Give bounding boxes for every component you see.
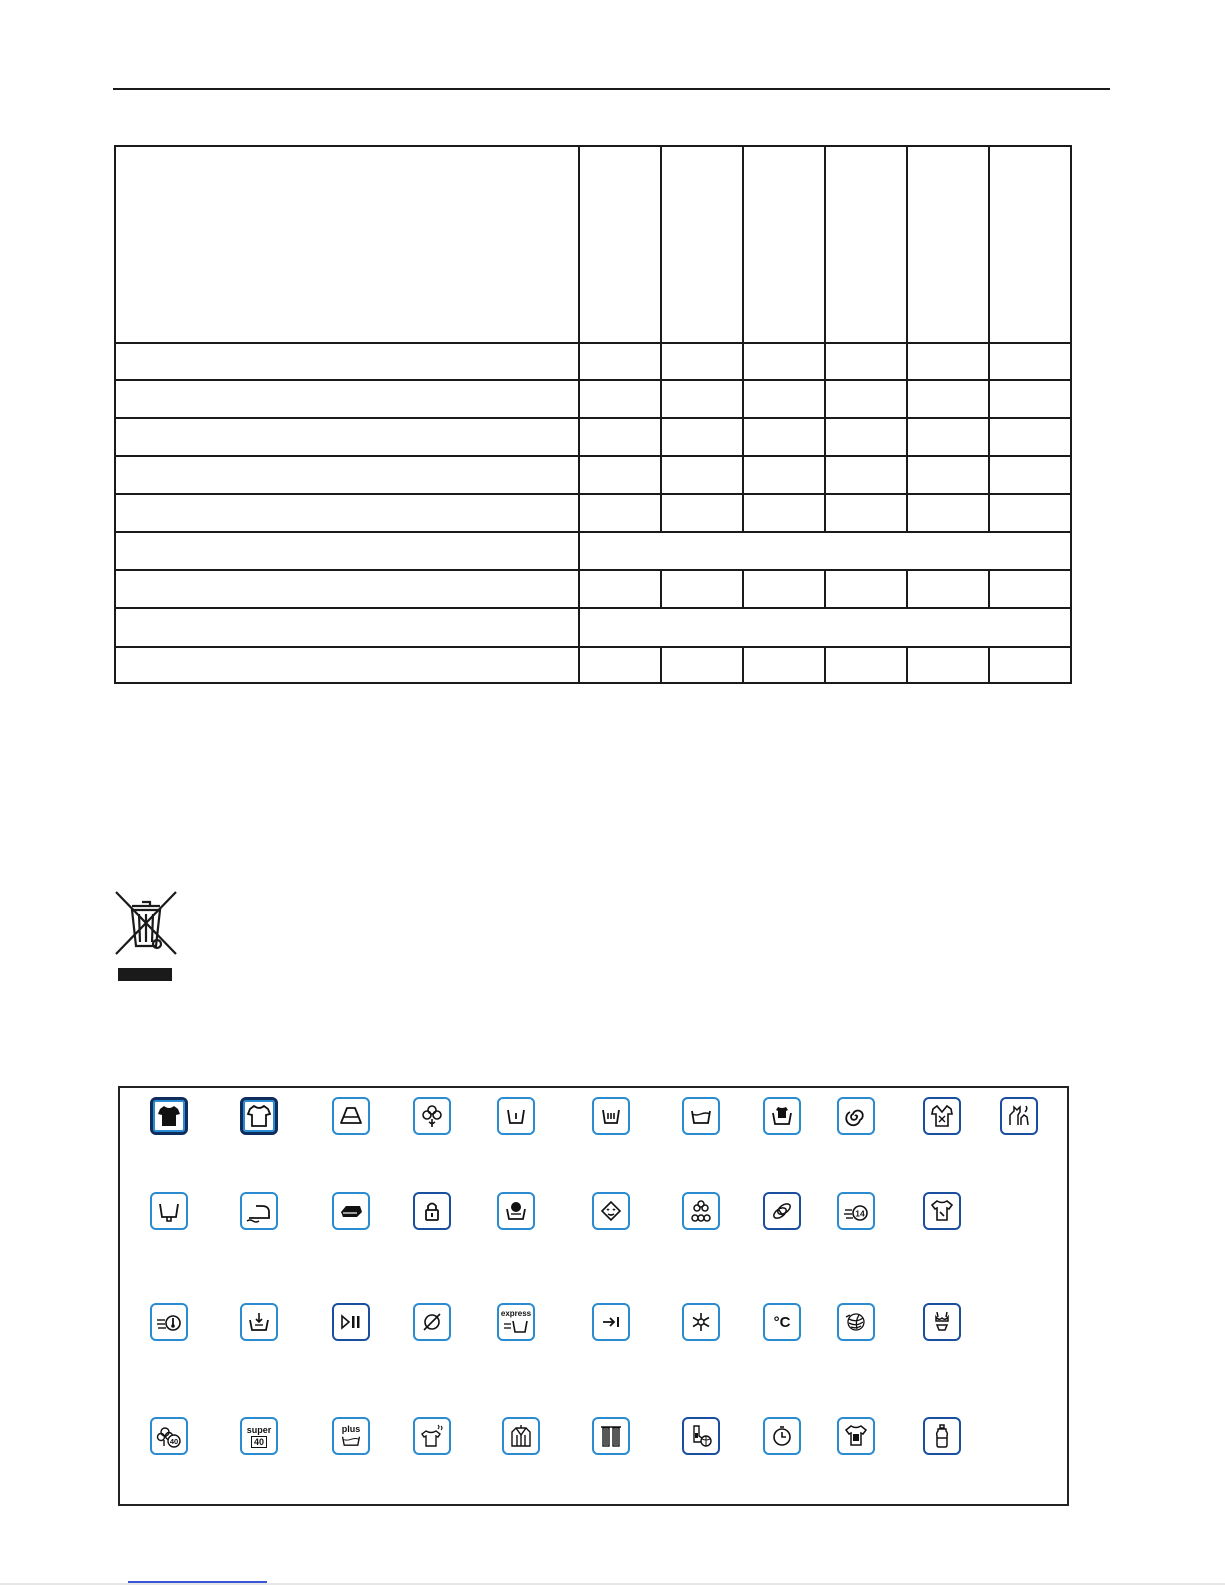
play-pause-icon: [332, 1303, 370, 1341]
basin-with-garment-icon: [763, 1097, 801, 1135]
table-row-line: [114, 379, 1072, 381]
snowflake-icon: [682, 1303, 720, 1341]
table-col-line: [988, 646, 990, 684]
table-col-line: [660, 646, 662, 684]
basin-three-lines-icon: [592, 1097, 630, 1135]
super-40-label: 40: [251, 1436, 267, 1448]
plus-label: plus: [341, 1423, 361, 1434]
table-border-left: [114, 145, 116, 684]
celsius-label: °C: [773, 1313, 791, 1331]
tshirt-filled-icon: [150, 1097, 188, 1135]
plus-basin-icon: [332, 1417, 370, 1455]
prewash-basin-icon: [497, 1192, 535, 1230]
express-label: express: [500, 1309, 532, 1318]
pet-hair-icon: [1000, 1097, 1038, 1135]
spiral-spin-icon: [837, 1097, 875, 1135]
shirt-hanger-icon: [502, 1417, 540, 1455]
table-col-line: [742, 646, 744, 684]
curtain-icon: [592, 1417, 630, 1455]
mix-load-icon: [763, 1192, 801, 1230]
table-label-divider: [578, 145, 580, 684]
timer-icon: [763, 1417, 801, 1455]
table-row-line: [114, 417, 1072, 419]
temperature-celsius-icon: [763, 1303, 801, 1341]
iron-icon: [240, 1192, 278, 1230]
table-col-line: [824, 646, 826, 684]
delay-end-icon: [592, 1303, 630, 1341]
crossed-out-wheelie-bin-icon: [110, 888, 182, 984]
child-lock-icon: [413, 1192, 451, 1230]
baby-bottle-icon: [923, 1417, 961, 1455]
table-col-line: [988, 145, 990, 531]
sport-wear-icon: [923, 1192, 961, 1230]
svg-text:14: 14: [855, 1208, 865, 1219]
table-col-line: [906, 646, 908, 684]
shirt-steam-icon: [413, 1417, 451, 1455]
basin-download-icon: [240, 1303, 278, 1341]
top-rule: [113, 88, 1110, 90]
spec-table: [114, 145, 1072, 684]
basin-icon: [682, 1097, 720, 1135]
super-label: super: [246, 1424, 272, 1435]
no-spin-icon: [413, 1303, 451, 1341]
express-basin-icon: [497, 1303, 535, 1341]
towel-icon: [332, 1192, 370, 1230]
table-row-line: [114, 455, 1072, 457]
super-40-icon: [240, 1417, 278, 1455]
table-row-line: [114, 607, 1072, 609]
table-row-line: [114, 531, 1072, 533]
table-col-line: [824, 145, 826, 531]
cotton-flower-icon: [413, 1097, 451, 1135]
quick-temperature-icon: [150, 1303, 188, 1341]
table-col-line: [824, 569, 826, 607]
table-border-bottom: [114, 682, 1072, 684]
table-col-line: [660, 145, 662, 531]
wool-icon: [837, 1303, 875, 1341]
synthetic-triangle-icon: [332, 1097, 370, 1135]
svg-text:40: 40: [169, 1437, 179, 1446]
table-row-line: [114, 569, 1072, 571]
shoes-ball-icon: [682, 1417, 720, 1455]
table-col-line: [906, 145, 908, 531]
table-row-line: [114, 493, 1072, 495]
eco-cotton-icon: [682, 1192, 720, 1230]
tshirt-outline-icon: [240, 1097, 278, 1135]
table-border-top: [114, 145, 1072, 147]
outdoor-shirt-icon: [837, 1417, 875, 1455]
table-row-line: [114, 342, 1072, 344]
lingerie-icon: [923, 1303, 961, 1341]
table-col-line: [660, 569, 662, 607]
icon-legend: [118, 1086, 1069, 1506]
baby-face-icon: [592, 1192, 630, 1230]
table-col-line: [988, 569, 990, 607]
table-border-right: [1070, 145, 1072, 684]
quick-14-icon: [837, 1192, 875, 1230]
basin-one-line-icon: [497, 1097, 535, 1135]
shirt-dark-icon: [923, 1097, 961, 1135]
drain-basin-icon: [150, 1192, 188, 1230]
table-row-line: [114, 646, 1072, 648]
table-col-line: [742, 145, 744, 531]
table-col-line: [742, 569, 744, 607]
table-col-line: [906, 569, 908, 607]
cotton-40-icon: [150, 1417, 188, 1455]
